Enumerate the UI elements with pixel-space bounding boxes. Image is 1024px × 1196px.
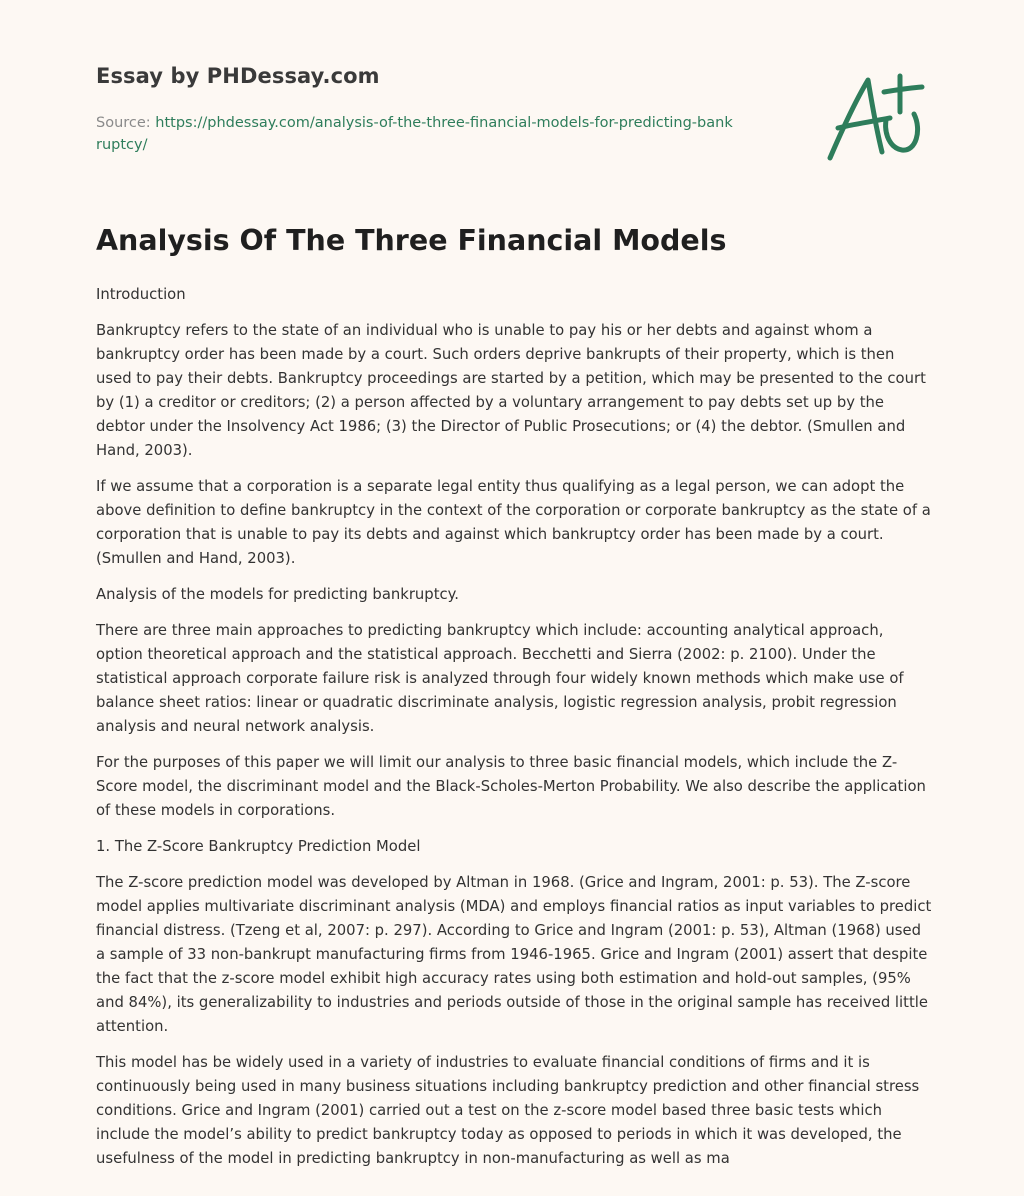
source-link[interactable]: https://phdessay.com/analysis-of-the-three-financial-models-for-predicting-bankruptcy/ xyxy=(96,115,733,153)
site-title: Essay by PHDessay.com xyxy=(96,64,380,88)
paragraph-heading: Analysis of the models for predicting bankruptcy. xyxy=(96,586,459,603)
a-plus-logo-icon xyxy=(824,70,928,166)
paragraph-heading: 1. The Z-Score Bankruptcy Prediction Model xyxy=(96,838,421,855)
paragraph: Bankruptcy refers to the state of an individual who is unable to pay his or her debts and against whom a bankruptcy order has been made by a court. Such orders deprive bankrupts of their property, which is then used to pay their debts. Bankruptcy proceedings are started by a petition, which may be presented to the court by (1) a creditor or creditors; (2) a person affected by a voluntary arrangement to pay debts set up by the debtor under the Insolvency Act 1986; (3) the Director of Public Prosecutions; or (4) the debtor. (Smullen and Hand, 2003). xyxy=(96,322,926,459)
paragraph: The Z-score prediction model was developed by Altman in 1968. (Grice and Ingram, 2001: p. 53). The Z-score model applies multivariate discriminant analysis (MDA) and employs financial ratios as input variables to predict financial distress. (Tzeng et al, 2007: p. 297). According to Grice and Ingram (2001: p. 53), Altman (1968) used a sample of 33 non-bankrupt manufacturing firms from 1946-1965. Grice and Ingram (2001) assert that despite the fact that the z-score model exhibit high accuracy rates using both estimation and hold-out samples, (95% and 84%), its generalizability to industries and periods outside of those in the original sample has received little attention. xyxy=(96,874,932,1035)
paragraph: If we assume that a corporation is a separate legal entity thus qualifying as a legal person, we can adopt the above definition to define bankruptcy in the context of the corporation or corporate bankruptcy as the state of a corporation that is unable to pay its debts and against which bankruptcy order has been made by a court. (Smullen and Hand, 2003). xyxy=(96,478,931,567)
paragraph: For the purposes of this paper we will limit our analysis to three basic financial models, which include the Z-Score model, the discriminant model and the Black-Scholes-Merton Probability. We also describe the application of these models in corporations. xyxy=(96,754,926,819)
paragraph: This model has be widely used in a variety of industries to evaluate financial conditions of firms and it is continuously being used in many business situations including bankruptcy prediction and other financial stress conditions. Grice and Ingram (2001) carried out a test on the z-score model based three basic tests which include the model’s ability to predict bankruptcy today as opposed to periods in which it was developed, the usefulness of the model in predicting bankruptcy in non-manufacturing as well as ma xyxy=(96,1054,920,1167)
source-label: Source: xyxy=(96,115,151,131)
paragraph: There are three main approaches to predicting bankruptcy which include: accounting analytical approach, option theoretical approach and the statistical approach. Becchetti and Sierra (2002: p. 2100). Under the statistical approach corporate failure risk is analyzed through four widely known methods which make use of balance sheet ratios: linear or quadratic discriminate analysis, logistic regression analysis, probit regression analysis and neural network analysis. xyxy=(96,622,904,735)
document-body xyxy=(96,283,932,1183)
paragraph-heading: Introduction xyxy=(96,286,186,303)
document-title: Analysis Of The Three Financial Models xyxy=(96,224,727,257)
source-line xyxy=(96,112,736,156)
